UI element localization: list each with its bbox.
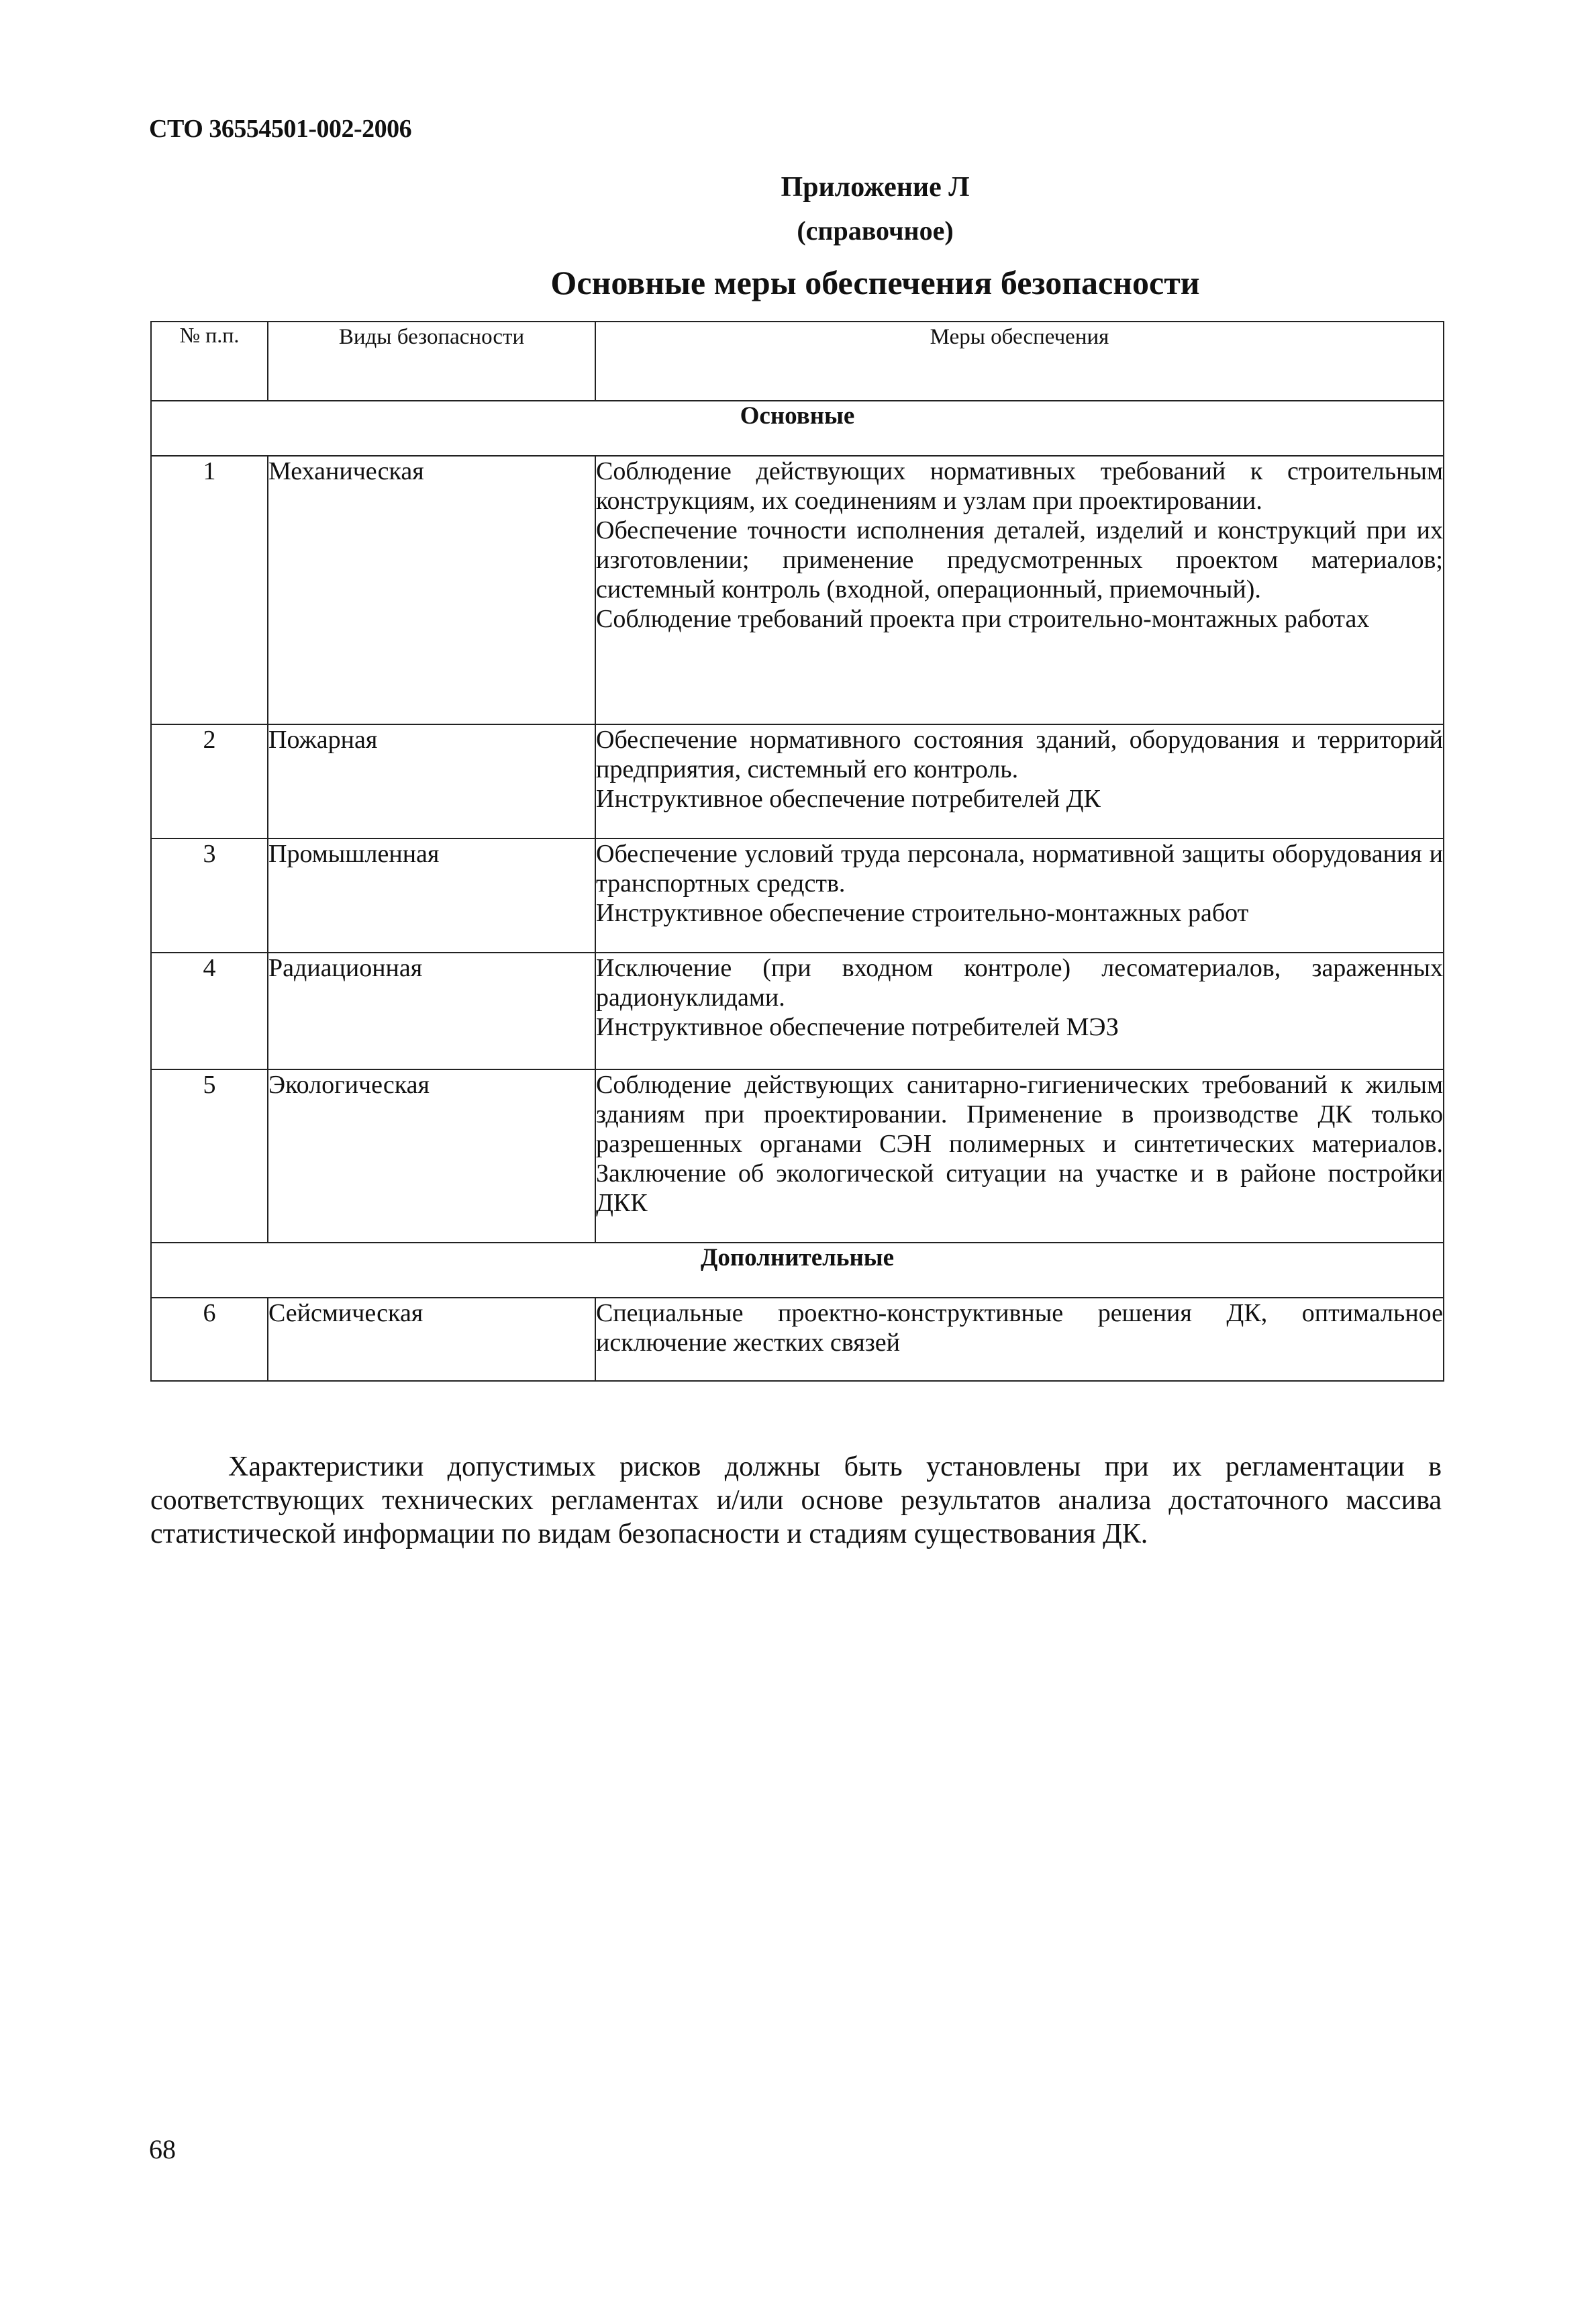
measure-line: Обеспечение нормативного состояния зданий, оборудования и территорий предприятия, системный его контроль. — [596, 726, 1443, 783]
measure-line: Инструктивное обеспечение потребителей ДК — [596, 785, 1101, 813]
row-measures — [595, 724, 1444, 838]
measure-line: Обеспечение условий труда персонала, нормативной защиты оборудования и транспортных средств. — [596, 840, 1443, 898]
row-measures — [595, 953, 1444, 1069]
measure-line: Инструктивное обеспечение потребителей МЭЗ — [596, 1013, 1119, 1041]
table-row — [151, 953, 1444, 1069]
row-safety-type: Пожарная — [268, 724, 595, 838]
table-row — [151, 1069, 1444, 1243]
section-row-additional — [151, 1243, 1444, 1298]
measure-line: Обеспечение точности исполнения деталей, изделий и конструкций при их изготовлении; применение предусмотренных проектом материалов; системный контроль (входной, операционный, приемочный). — [596, 516, 1443, 604]
table-row — [151, 1298, 1444, 1381]
document-code: СТО 36554501-002-2006 — [149, 115, 412, 143]
appendix-title: Приложение Л — [781, 172, 970, 203]
row-safety-type: Экологическая — [268, 1069, 595, 1243]
row-number: 6 — [151, 1298, 268, 1381]
row-safety-type: Промышленная — [268, 838, 595, 953]
header-measures: Меры обеспечения — [595, 322, 1444, 401]
measure-line: Исключение (при входном контроле) лесоматериалов, зараженных радионуклидами. — [596, 954, 1443, 1012]
row-number: 1 — [151, 456, 268, 724]
table-header-row — [151, 322, 1444, 401]
row-measures — [595, 456, 1444, 724]
row-number: 2 — [151, 724, 268, 838]
page-title: Основные меры обеспечения безопасности — [550, 264, 1200, 301]
header-safety-type: Виды безопасности — [268, 322, 595, 401]
header-number: № п.п. — [151, 322, 268, 401]
row-measures — [595, 1069, 1444, 1243]
row-safety-type: Радиационная — [268, 953, 595, 1069]
section-label-main: Основные — [151, 401, 1444, 456]
measure-line: Инструктивное обеспечение строительно-монтажных работ — [596, 899, 1249, 927]
row-number: 5 — [151, 1069, 268, 1243]
row-number: 3 — [151, 838, 268, 953]
row-measures — [595, 838, 1444, 953]
table-row — [151, 838, 1444, 953]
table-row — [151, 724, 1444, 838]
page-number: 68 — [149, 2134, 176, 2164]
row-measures — [595, 1298, 1444, 1381]
closing-paragraph: Характеристики допустимых рисков должны быть установлены при их регламентации в соответствующих технических регламентах и/или основе результатов анализа достаточного массива статистической информации по видам безопасности и стадиям существования ДК. — [150, 1451, 1442, 1549]
row-safety-type: Механическая — [268, 456, 595, 724]
measure-line: Специальные проектно-конструктивные решения ДК, оптимальное исключение жестких связей — [596, 1299, 1443, 1357]
row-safety-type: Сейсмическая — [268, 1298, 595, 1381]
safety-measures-table — [150, 321, 1444, 1382]
appendix-type: (справочное) — [797, 215, 954, 246]
measure-line: Соблюдение требований проекта при строительно-монтажных работах — [596, 605, 1370, 633]
section-row-main — [151, 401, 1444, 456]
section-label-additional: Дополнительные — [151, 1243, 1444, 1298]
row-number: 4 — [151, 953, 268, 1069]
measure-line: Соблюдение действующих нормативных требований к строительным конструкциям, их соединениям и узлам при проектировании. — [596, 457, 1443, 515]
table-row — [151, 456, 1444, 724]
measure-line: Соблюдение действующих санитарно-гигиенических требований к жилым зданиям при проектировании. Применение в производстве ДК только разрешенных органами СЭН полимерных и синтетических материалов. Заключение об экологической ситуации на участке и в районе постройки ДКК — [596, 1071, 1443, 1217]
